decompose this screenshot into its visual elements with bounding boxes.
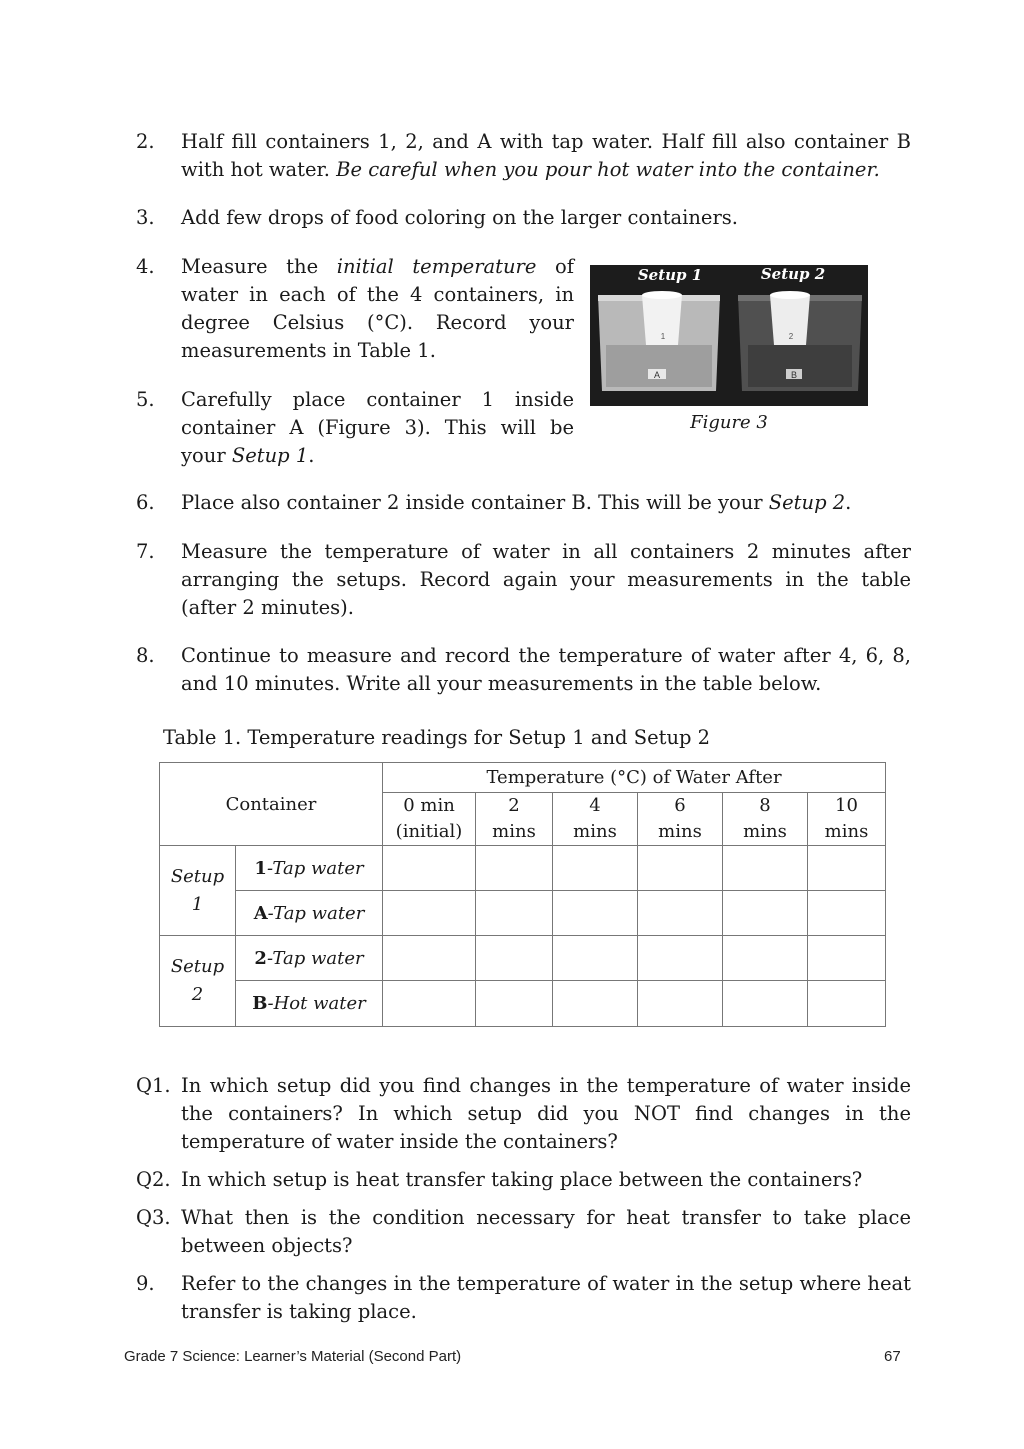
step-number: 7. — [136, 540, 155, 563]
empty-cell[interactable] — [638, 981, 723, 1027]
question-3 — [136, 1204, 911, 1260]
box-b-label: B — [790, 370, 798, 380]
cup-2 — [770, 291, 810, 345]
step-number: 6. — [136, 491, 155, 514]
empty-cell[interactable] — [808, 846, 886, 891]
step-text: Refer to the changes in the temperature of water in the setup where heat transfer is taking place. — [181, 1272, 911, 1323]
step-4 — [136, 253, 574, 365]
cup-1 — [642, 291, 682, 345]
table-row — [160, 846, 886, 891]
question-1 — [136, 1072, 911, 1156]
table-row — [160, 891, 886, 936]
step-number: 9. — [136, 1272, 155, 1295]
table-caption: Table 1. Temperature readings for Setup 1 and Setup 2 — [163, 726, 711, 749]
step-6 — [136, 489, 911, 517]
step-text: Measure the initial temperature of water in each of the 4 containers, in degree Celsius (°C). Record your measurements in Table 1. — [181, 255, 574, 362]
empty-cell[interactable] — [553, 936, 638, 981]
empty-cell[interactable] — [553, 981, 638, 1027]
row-label: 2-Tap water — [236, 936, 383, 981]
step-3 — [136, 204, 911, 232]
step-text: Half fill containers 1, 2, and A with tap water. Half fill also container B with hot water. Be careful when you pour hot water into the container. — [181, 130, 911, 181]
setup-1-label: Setup 1 — [637, 266, 703, 284]
question-text: In which setup is heat transfer taking place between the containers? — [181, 1168, 863, 1191]
step-text: Add few drops of food coloring on the larger containers. — [181, 206, 738, 229]
step-number: 5. — [136, 388, 155, 411]
temperature-table — [159, 762, 886, 1027]
empty-cell[interactable] — [723, 891, 808, 936]
col-header-8: 8 mins — [723, 793, 808, 846]
empty-cell[interactable] — [638, 936, 723, 981]
empty-cell[interactable] — [476, 846, 553, 891]
setup-1-cell: Setup 1 — [160, 846, 236, 936]
empty-cell[interactable] — [553, 891, 638, 936]
step-7 — [136, 538, 911, 622]
row-label: 1-Tap water — [236, 846, 383, 891]
empty-cell[interactable] — [808, 981, 886, 1027]
question-number: Q3. — [136, 1206, 171, 1229]
step-text: Continue to measure and record the temperature of water after 4, 6, 8, and 10 minutes. Write all your measurements in the table below. — [181, 644, 911, 695]
question-number: Q1. — [136, 1074, 171, 1097]
empty-cell[interactable] — [638, 891, 723, 936]
step-5 — [136, 386, 574, 470]
question-text: In which setup did you find changes in the temperature of water inside the containers? In which setup did you NOT find changes in the temperature of water inside the containers? — [181, 1074, 911, 1153]
step-8 — [136, 642, 911, 698]
step-text: Carefully place container 1 inside container A (Figure 3). This will be your Setup 1. — [181, 388, 574, 467]
page-number: 67 — [884, 1348, 901, 1365]
step-number: 8. — [136, 644, 155, 667]
figure-caption: Figure 3 — [690, 412, 768, 433]
empty-cell[interactable] — [476, 891, 553, 936]
col-header-10: 10 mins — [808, 793, 886, 846]
empty-cell[interactable] — [553, 846, 638, 891]
empty-cell[interactable] — [383, 891, 476, 936]
question-text: What then is the condition necessary for heat transfer to take place between objects? — [181, 1206, 911, 1257]
footer-title: Grade 7 Science: Learner’s Material (Second Part) — [124, 1348, 462, 1365]
box-a-label: A — [653, 370, 661, 380]
empty-cell[interactable] — [723, 936, 808, 981]
empty-cell[interactable] — [476, 936, 553, 981]
row-label: A-Tap water — [236, 891, 383, 936]
col-header-2: 2 mins — [476, 793, 553, 846]
col-header-6: 6 mins — [638, 793, 723, 846]
caution-note: Be careful when you pour hot water into the container. — [336, 158, 880, 181]
table-row — [160, 981, 886, 1027]
table-row — [160, 936, 886, 981]
step-9 — [136, 1270, 911, 1326]
step-number: 2. — [136, 130, 155, 153]
col-header-4: 4 mins — [553, 793, 638, 846]
step-text: Place also container 2 inside container B. This will be your Setup 2. — [181, 491, 852, 514]
cup-2-label: 2 — [788, 332, 794, 341]
figure-3-photo — [590, 265, 868, 406]
step-number: 4. — [136, 255, 155, 278]
step-2 — [136, 128, 911, 184]
step-number: 3. — [136, 206, 155, 229]
question-2 — [136, 1166, 911, 1194]
col-header-0: 0 min (initial) — [383, 793, 476, 846]
step-text: Measure the temperature of water in all containers 2 minutes after arranging the setups. Record again your measurements in the table (after 2 minutes). — [181, 540, 911, 619]
container-header: Container — [160, 763, 383, 846]
empty-cell[interactable] — [383, 846, 476, 891]
temperature-header: Temperature (°C) of Water After — [383, 763, 886, 793]
row-label: B-Hot water — [236, 981, 383, 1027]
empty-cell[interactable] — [808, 936, 886, 981]
empty-cell[interactable] — [476, 981, 553, 1027]
empty-cell[interactable] — [723, 981, 808, 1027]
setup-2-cell: Setup 2 — [160, 936, 236, 1027]
empty-cell[interactable] — [383, 936, 476, 981]
cup-1-label: 1 — [660, 332, 666, 341]
question-number: Q2. — [136, 1168, 171, 1191]
empty-cell[interactable] — [638, 846, 723, 891]
empty-cell[interactable] — [383, 981, 476, 1027]
empty-cell[interactable] — [723, 846, 808, 891]
empty-cell[interactable] — [808, 891, 886, 936]
setup-2-label: Setup 2 — [760, 265, 826, 283]
